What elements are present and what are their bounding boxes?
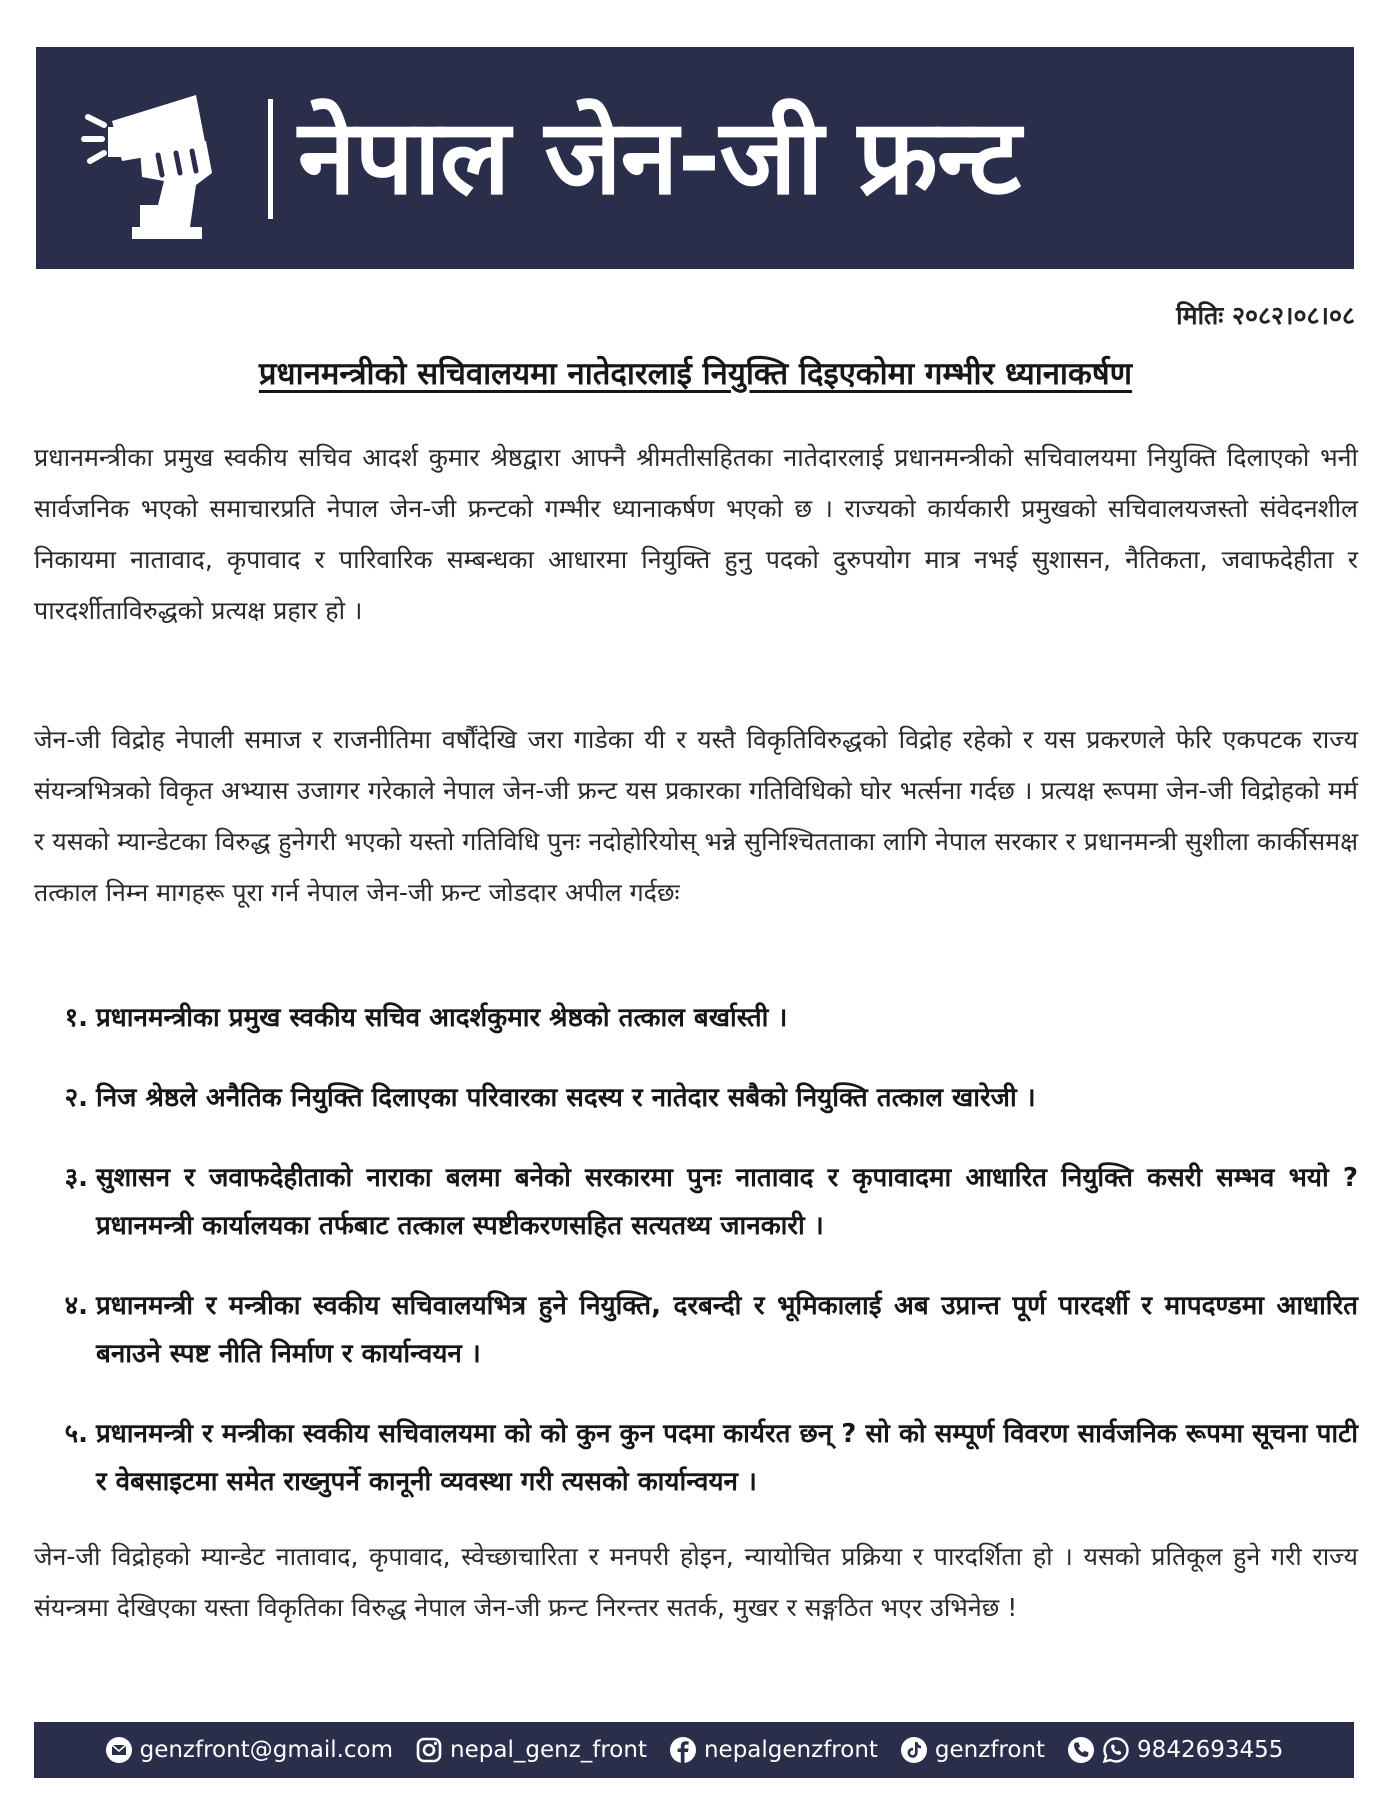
contact-tiktok[interactable] xyxy=(900,1736,1045,1764)
organization-name: नेपाल जेन-जी फ्रन्ट xyxy=(298,96,1021,218)
contact-email[interactable] xyxy=(105,1736,393,1764)
demand-number: ५. xyxy=(64,1419,88,1449)
document-subject: प्रधानमन्त्रीको सचिवालयमा नातेदारलाई नियुक्ति दिइएकोमा गम्भीर ध्यानाकर्षण xyxy=(258,356,1133,392)
demand-item xyxy=(34,1282,1358,1378)
email-icon xyxy=(105,1736,133,1764)
instagram-text: nepal_genz_front xyxy=(450,1737,647,1763)
demand-number: २. xyxy=(64,1083,88,1113)
demand-number: १. xyxy=(64,1003,88,1033)
facebook-text: nepalgenzfront xyxy=(703,1737,878,1763)
document-date: मितिः २०८२।०८।०८ xyxy=(1176,301,1355,330)
demand-item xyxy=(34,1410,1358,1506)
phone-icon xyxy=(1067,1736,1095,1764)
demand-text: प्रधानमन्त्री र मन्त्रीका स्वकीय सचिवालयभित्र हुने नियुक्ति, दरबन्दी र भूमिकालाई अब उप्रान्त पूर्ण पारदर्शी र मापदण्डमा आधारित बनाउने स्पष्ट नीति निर्माण र कार्यान्वयन । xyxy=(96,1291,1358,1369)
instagram-icon xyxy=(415,1736,443,1764)
demand-item xyxy=(34,1154,1358,1250)
paragraph-2: जेन-जी विद्रोह नेपाली समाज र राजनीतिमा वर्षौंदेखि जरा गाडेका यी र यस्तै विकृतिविरुद्धको विद्रोह रहेको र यस प्रकरणले फेरि एकपटक राज्य संयन्त्रभित्रको विकृत अभ्यास उजागर गरेकाले नेपाल जेन-जी फ्रन्ट यस प्रकारका गतिविधिको घोर भर्त्सना गर्दछ । प्रत्यक्ष रूपमा जेन-जी विद्रोहको मर्म र यसको म्यान्डेटका विरुद्ध हुनेगरी भएको यस्तो गतिविधि पुनः नदोहोरियोस् भन्ने सुनिश्चितताका लागि नेपाल सरकार र प्रधानमन्त्री सुशीला कार्कीसमक्ष तत्काल निम्न मागहरू पूरा गर्न नेपाल जेन-जी फ्रन्ट जोडदार अपील गर्दछः xyxy=(34,725,1358,907)
demands-list xyxy=(34,994,1358,1538)
raised-fist-megaphone-icon xyxy=(78,77,248,247)
demand-number: ३. xyxy=(64,1163,88,1193)
demand-number: ४. xyxy=(64,1291,88,1321)
facebook-icon xyxy=(669,1736,697,1764)
demand-text: सुशासन र जवाफदेहीताको नाराका बलमा बनेको सरकारमा पुनः नातावाद र कृपावादमा आधारित नियुक्ति कसरी सम्भव भयो ? प्रधानमन्त्री कार्यालयका तर्फबाट तत्काल स्पष्टीकरणसहित सत्यतथ्य जानकारी । xyxy=(96,1163,1358,1241)
demand-text: प्रधानमन्त्रीका प्रमुख स्वकीय सचिव आदर्शकुमार श्रेष्ठको तत्काल बर्खास्ती । xyxy=(96,1003,788,1033)
contact-instagram[interactable] xyxy=(415,1736,647,1764)
tiktok-icon xyxy=(900,1736,928,1764)
header-banner xyxy=(36,47,1354,269)
demand-item xyxy=(34,1074,1358,1122)
demand-item xyxy=(34,994,1358,1042)
footer-contact-bar xyxy=(34,1722,1354,1778)
paragraph-3: जेन-जी विद्रोहको म्यान्डेट नातावाद, कृपावाद, स्वेच्छाचारिता र मनपरी होइन, न्यायोचित प्रक्रिया र पारदर्शिता हो । यसको प्रतिकूल हुने गरी राज्य संयन्त्रमा देखिएका यस्ता विकृतिका विरुद्ध नेपाल जेन-जी फ्रन्ट निरन्तर सतर्क, मुखर र सङ्गठित भएर उभिनेछ ! xyxy=(34,1542,1358,1622)
whatsapp-icon xyxy=(1102,1736,1130,1764)
demand-text: प्रधानमन्त्री र मन्त्रीका स्वकीय सचिवालयमा को को कुन कुन पदमा कार्यरत छन् ? सो को सम्पूर्ण विवरण सार्वजनिक रूपमा सूचना पाटी र वेबसाइटमा समेत राख्नुपर्ने कानूनी व्यवस्था गरी त्यसको कार्यान्वयन । xyxy=(96,1419,1358,1497)
tiktok-text: genzfront xyxy=(934,1737,1046,1763)
paragraph-1: प्रधानमन्त्रीका प्रमुख स्वकीय सचिव आदर्श कुमार श्रेष्ठद्वारा आफ्नै श्रीमतीसहितका नातेदारलाई प्रधानमन्त्रीको सचिवालयमा नियुक्ति दिलाएको भनी सार्वजनिक भएको समाचारप्रति नेपाल जेन-जी फ्रन्टको गम्भीर ध्यानाकर्षण भएको छ । राज्यको कार्यकारी प्रमुखको सचिवालयजस्तो संवेदनशील निकायमा नातावाद, कृपावाद र पारिवारिक सम्बन्धका आधारमा नियुक्ति हुनु पदको दुरुपयोग मात्र नभई सुशासन, नैतिकता, जवाफदेहीता र पारदर्शीताविरुद्धको प्रत्यक्ष प्रहार हो । xyxy=(34,443,1358,625)
phone-text: 9842693455 xyxy=(1137,1737,1284,1763)
demand-text: निज श्रेष्ठले अनैतिक नियुक्ति दिलाएका परिवारका सदस्य र नातेदार सबैको नियुक्ति तत्काल खारेजी । xyxy=(96,1083,1036,1113)
contact-phone[interactable] xyxy=(1067,1736,1283,1764)
contact-facebook[interactable] xyxy=(669,1736,878,1764)
header-divider xyxy=(268,99,273,219)
email-text: genzfront@gmail.com xyxy=(139,1737,394,1763)
